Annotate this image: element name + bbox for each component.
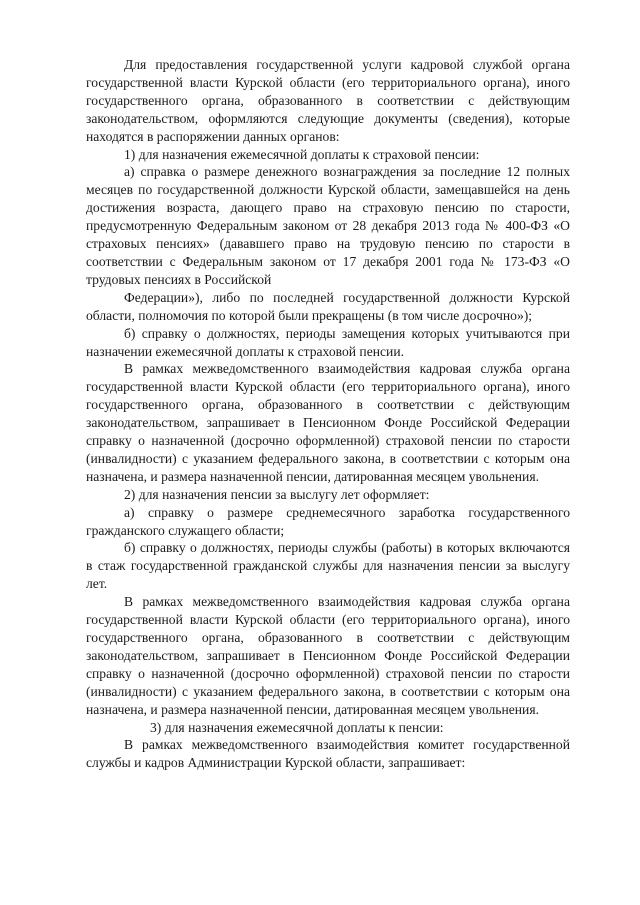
paragraph-item-3-heading: 3) для назначения ежемесячной доплаты к пенсии: [150,719,444,735]
paragraph-interagency-request-2: В рамках межведомственного взаимодействия кадровая служба органа государственной власти Курской области (его территориального органа), иного государственного органа, образованного в соответствии с действующим законодательством, запрашивает в Пенсионном Фонде Российской Федерации справку о назначенной (досрочно оформленной) страховой пенсии по старости (инвалидности) с указанием федерального закона, в соответствии с которым она назначена, и размера назначенной пенсии, датированная месяцем увольнения. [86,594,570,717]
paragraph-interagency-request-3: В рамках межведомственного взаимодействия комитет государственной службы и кадров Администрации Курской области, запрашивает: [86,737,570,771]
paragraph-interagency-request-1: В рамках межведомственного взаимодействия кадровая служба органа государственной власти Курской области (его территориального органа), иного государственного органа, образованного в соответствии с действующим законодательством, запрашивает в Пенсионном Фонде Российской Федерации справку о назначенной (досрочно оформленной) страховой пенсии по старости (инвалидности) с указанием федерального закона, в соответствии с которым она назначена, и размера назначенной пенсии, датированная месяцем увольнения. [86,361,570,484]
paragraph-item-1a-continued: Федерации»), либо по последней государственной должности Курской области, полномочия по которой были прекращены (в том числе досрочно»); [86,289,570,323]
paragraph-item-2a: а) справку о размере среднемесячного заработка государственного гражданского служащего области; [86,504,570,538]
paragraph-intro: Для предоставления государственной услуги кадровой службой органа государственной власти Курской области (его территориального органа), иного государственного органа, образованного в соответствии с действующим законодательством, оформляются следующие документы (сведения), которые находятся в распоряжении данных органов: [86,57,570,144]
paragraph-item-1b: б) справку о должностях, периоды замещения которых учитываются при назначении ежемесячной доплаты к страховой пенсии. [86,325,570,359]
document-body [86,56,570,772]
paragraph-item-1a: а) справка о размере денежного вознаграждения за последние 12 полных месяцев по государственной должности Курской области, замещавшейся на день достижения возраста, дающего право на страховую пенсию по старости, предусмотренную Федеральным законом от 28 декабря 2013 года № 400-ФЗ «О страховых пенсиях» (дававшего право на трудовую пенсию по старости в соответствии с Федеральным законом от 17 декабря 2001 года № 173-ФЗ «О трудовых пенсиях в Российской [86,164,570,287]
paragraph-item-2b: б) справку о должностях, периоды службы (работы) в которых включаются в стаж государственной гражданской службы для назначения пенсии за выслугу лет. [86,540,570,592]
paragraph-item-1-heading: 1) для назначения ежемесячной доплаты к страховой пенсии: [124,146,480,162]
paragraph-item-2-heading: 2) для назначения пенсии за выслугу лет оформляет: [124,486,430,502]
